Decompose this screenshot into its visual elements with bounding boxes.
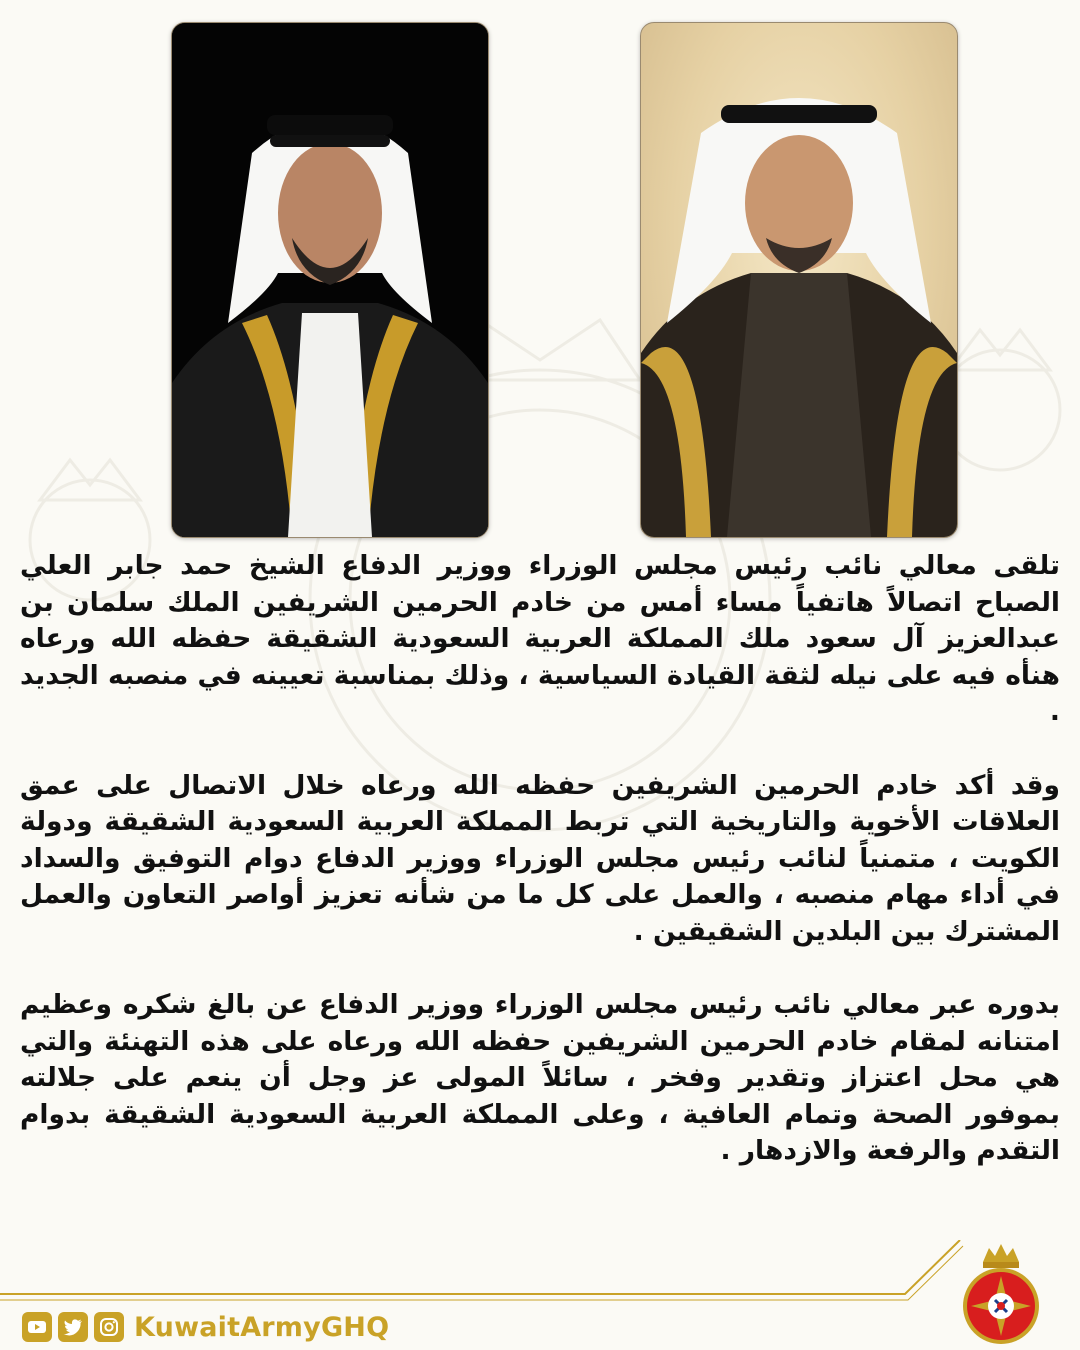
portrait-minister-image (641, 23, 957, 537)
article-paragraph-1: تلقى معالي نائب رئيس مجلس الوزراء ووزير الدفاع الشيخ حمد جابر العلي الصباح اتصالاً هاتفياً مساء أمس من خادم الحرمين الشريفين الملك سلمان بن عبدالعزيز آل سعود ملك المملكة العربية السعودية الشقيقة حفظه الله ورعاه هنأه فيه على نيله لثقة القيادة السياسية ، وذلك بمناسبة تعيينه في منصبه الجديد . (20, 550, 1060, 727)
youtube-icon[interactable] (22, 1312, 52, 1342)
social-handle[interactable]: KuwaitArmyGHQ (134, 1311, 390, 1343)
article-paragraph-2: وقد أكد خادم الحرمين الشريفين حفظه الله ورعاه خلال الاتصال على عمق العلاقات الأخوية والتاريخية التي تربط المملكة العربية السعودية الشقيقة ودولة الكويت ، متمنياً لنائب رئيس مجلس الوزراء ووزير الدفاع دوام التوفيق والسداد في أداء مهام منصبه ، والعمل على كل ما من شأنه تعزيز أواصر التعاون والعمل المشترك بين البلدين الشقيقين . (20, 769, 1060, 947)
portrait-minister (640, 22, 958, 538)
article-paragraph-3: بدوره عبر معالي نائب رئيس مجلس الوزراء ووزير الدفاع عن بالغ شكره وعظيم امتنانه لمقام خادم الحرمين الشريفين حفظه الله ورعاه على هذه التهنئة والتي هي محل اعتزاز وتقدير وفخر ، سائلاً المولى عز وجل أن ينعم على جلالته بموفور الصحة وتمام العافية ، وعلى المملكة العربية السعودية الشقيقة بدوام التقدم والرفعة والازدهار . (20, 989, 1060, 1166)
portrait-king-image (172, 23, 488, 537)
kuwait-army-emblem (955, 1240, 1047, 1348)
twitter-icon[interactable] (58, 1312, 88, 1342)
instagram-icon[interactable] (94, 1312, 124, 1342)
article-body (20, 548, 1060, 1207)
portrait-king (171, 22, 489, 538)
social-footer (22, 1310, 389, 1344)
